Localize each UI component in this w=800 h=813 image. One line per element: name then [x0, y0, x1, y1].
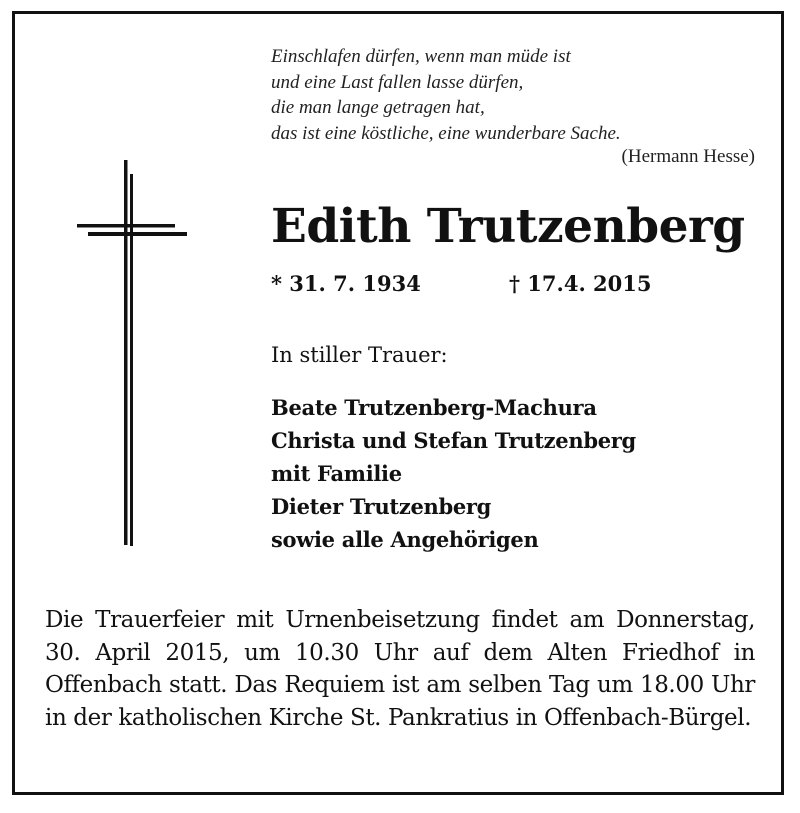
poem-line: die man lange getragen hat,	[271, 97, 485, 118]
mourner-name: sowie alle Angehörigen	[271, 527, 539, 552]
poem-author: (Hermann Hesse)	[621, 146, 755, 167]
mourners-list	[271, 391, 636, 556]
mourning-intro: In stiller Trauer:	[271, 343, 448, 367]
mourner-name: Beate Trutzenberg-Machura	[271, 395, 597, 420]
poem-line: das ist eine köstliche, eine wunderbare Sache.	[271, 122, 621, 144]
deceased-name: Edith Trutzenberg	[271, 199, 745, 254]
mourner-name: Christa und Stefan Trutzenberg	[271, 428, 636, 453]
poem-line: Einschlafen dürfen, wenn man müde ist	[271, 46, 571, 67]
death-date: † 17.4. 2015	[509, 271, 652, 296]
birth-date: * 31. 7. 1934	[271, 271, 421, 296]
funeral-announcement: Die Trauerfeier mit Urnenbeisetzung findet am Donnerstag, 30. April 2015, um 10.30 Uhr auf dem Alten Friedhof in Offenbach statt. Das Requiem ist am selben Tag um 18.00 Uhr in der katholischen Kirche St. Pankratius in Offenbach-Bürgel.	[45, 607, 755, 731]
mourner-name: mit Familie	[271, 461, 402, 486]
mourner-name: Dieter Trutzenberg	[271, 494, 492, 519]
poem-line: und eine Last fallen lasse dürfen,	[271, 71, 524, 93]
